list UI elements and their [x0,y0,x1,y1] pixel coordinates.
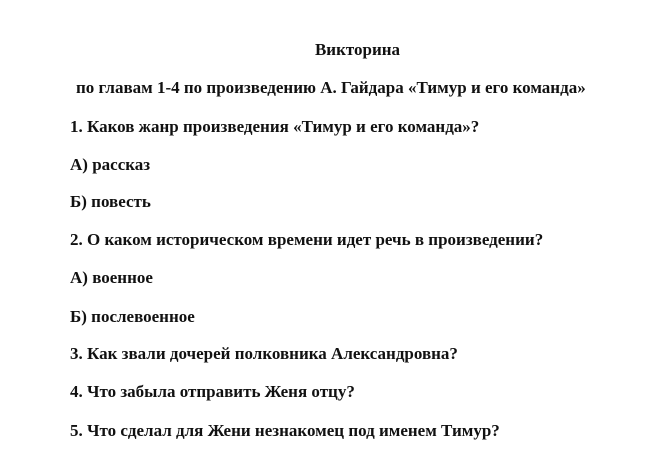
question-2: 2. О каком историческом времени идет речь в произведении? [70,230,544,249]
question-3: 3. Как звали дочерей полковника Александровна? [70,344,458,363]
answer-1a: А) рассказ [70,155,151,174]
question-4: 4. Что забыла отправить Женя отцу? [70,382,355,401]
question-5: 5. Что сделал для Жени незнакомец под именем Тимур? [70,421,500,440]
answer-1b: Б) повесть [70,192,151,211]
question-1: 1. Каков жанр произведения «Тимур и его команда»? [70,117,480,136]
answer-2b: Б) послевоенное [70,307,195,326]
quiz-subtitle: по главам 1-4 по произведению А. Гайдара «Тимур и его команда» [76,78,586,97]
quiz-title: Викторина [314,40,401,59]
answer-2a: А) военное [70,268,153,287]
